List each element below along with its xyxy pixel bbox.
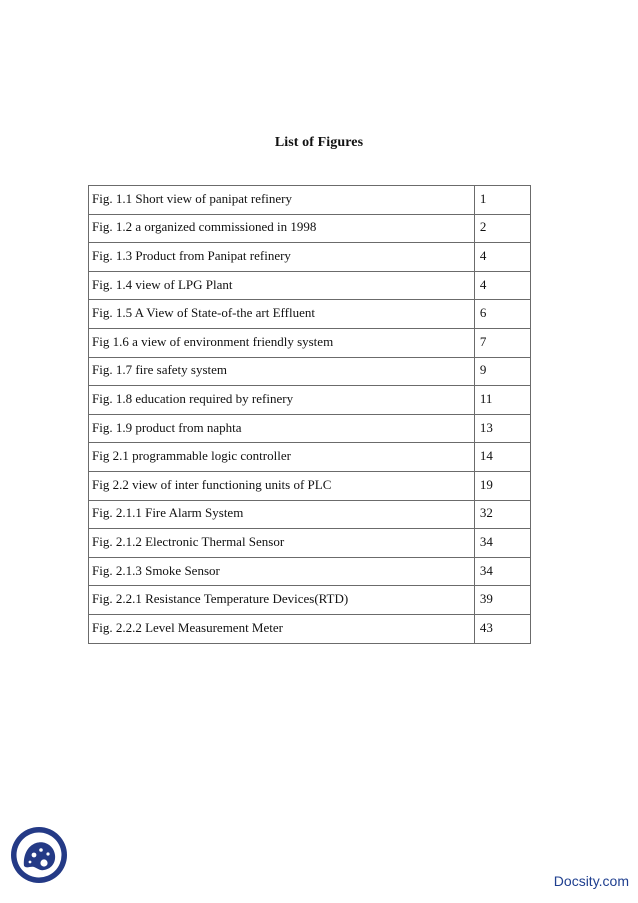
table-row bbox=[89, 386, 531, 415]
figure-title-cell: Fig. 1.1 Short view of panipat refinery bbox=[89, 186, 475, 215]
figure-page-cell: 19 bbox=[474, 471, 530, 500]
figure-page-cell: 4 bbox=[474, 271, 530, 300]
figure-page-cell: 1 bbox=[474, 186, 530, 215]
figure-title-cell: Fig. 2.1.1 Fire Alarm System bbox=[89, 500, 475, 529]
table-row bbox=[89, 328, 531, 357]
table-row bbox=[89, 614, 531, 643]
docsity-logo-icon[interactable] bbox=[10, 826, 68, 884]
docsity-link[interactable]: Docsity.com bbox=[553, 873, 629, 889]
figure-page-cell: 9 bbox=[474, 357, 530, 386]
figure-title-cell: Fig. 2.2.1 Resistance Temperature Devices(RTD) bbox=[89, 586, 475, 615]
figure-title-cell: Fig 2.1 programmable logic controller bbox=[89, 443, 475, 472]
page-title: List of Figures bbox=[274, 135, 364, 150]
figure-page-cell: 32 bbox=[474, 500, 530, 529]
figure-title-cell: Fig. 1.3 Product from Panipat refinery bbox=[89, 243, 475, 272]
table-row bbox=[89, 243, 531, 272]
table-row bbox=[89, 529, 531, 558]
figure-title-cell: Fig 1.6 a view of environment friendly system bbox=[89, 328, 475, 357]
table-row bbox=[89, 300, 531, 329]
figure-page-cell: 4 bbox=[474, 243, 530, 272]
figure-title-cell: Fig. 2.1.2 Electronic Thermal Sensor bbox=[89, 529, 475, 558]
figure-page-cell: 34 bbox=[474, 557, 530, 586]
figure-page-cell: 34 bbox=[474, 529, 530, 558]
figure-page-cell: 14 bbox=[474, 443, 530, 472]
table-row bbox=[89, 357, 531, 386]
table-row bbox=[89, 586, 531, 615]
figure-title-cell: Fig. 1.4 view of LPG Plant bbox=[89, 271, 475, 300]
table-row bbox=[89, 500, 531, 529]
table-row bbox=[89, 186, 531, 215]
table-row bbox=[89, 214, 531, 243]
table-row bbox=[89, 414, 531, 443]
table-row bbox=[89, 443, 531, 472]
figure-page-cell: 7 bbox=[474, 328, 530, 357]
figure-title-cell: Fig. 1.8 education required by refinery bbox=[89, 386, 475, 415]
figure-title-cell: Fig. 1.2 a organized commissioned in 1998 bbox=[89, 214, 475, 243]
figures-table-body bbox=[89, 186, 531, 644]
figure-title-cell: Fig. 1.7 fire safety system bbox=[89, 357, 475, 386]
figure-page-cell: 11 bbox=[474, 386, 530, 415]
figure-title-cell: Fig. 2.1.3 Smoke Sensor bbox=[89, 557, 475, 586]
figure-page-cell: 39 bbox=[474, 586, 530, 615]
figure-title-cell: Fig. 1.5 A View of State-of-the art Effluent bbox=[89, 300, 475, 329]
table-row bbox=[89, 271, 531, 300]
table-row bbox=[89, 471, 531, 500]
figure-page-cell: 2 bbox=[474, 214, 530, 243]
figures-table bbox=[88, 185, 531, 644]
figure-page-cell: 6 bbox=[474, 300, 530, 329]
figure-title-cell: Fig. 2.2.2 Level Measurement Meter bbox=[89, 614, 475, 643]
table-row bbox=[89, 557, 531, 586]
figure-title-cell: Fig. 1.9 product from naphta bbox=[89, 414, 475, 443]
figure-page-cell: 43 bbox=[474, 614, 530, 643]
figure-title-cell: Fig 2.2 view of inter functioning units of PLC bbox=[89, 471, 475, 500]
figure-page-cell: 13 bbox=[474, 414, 530, 443]
